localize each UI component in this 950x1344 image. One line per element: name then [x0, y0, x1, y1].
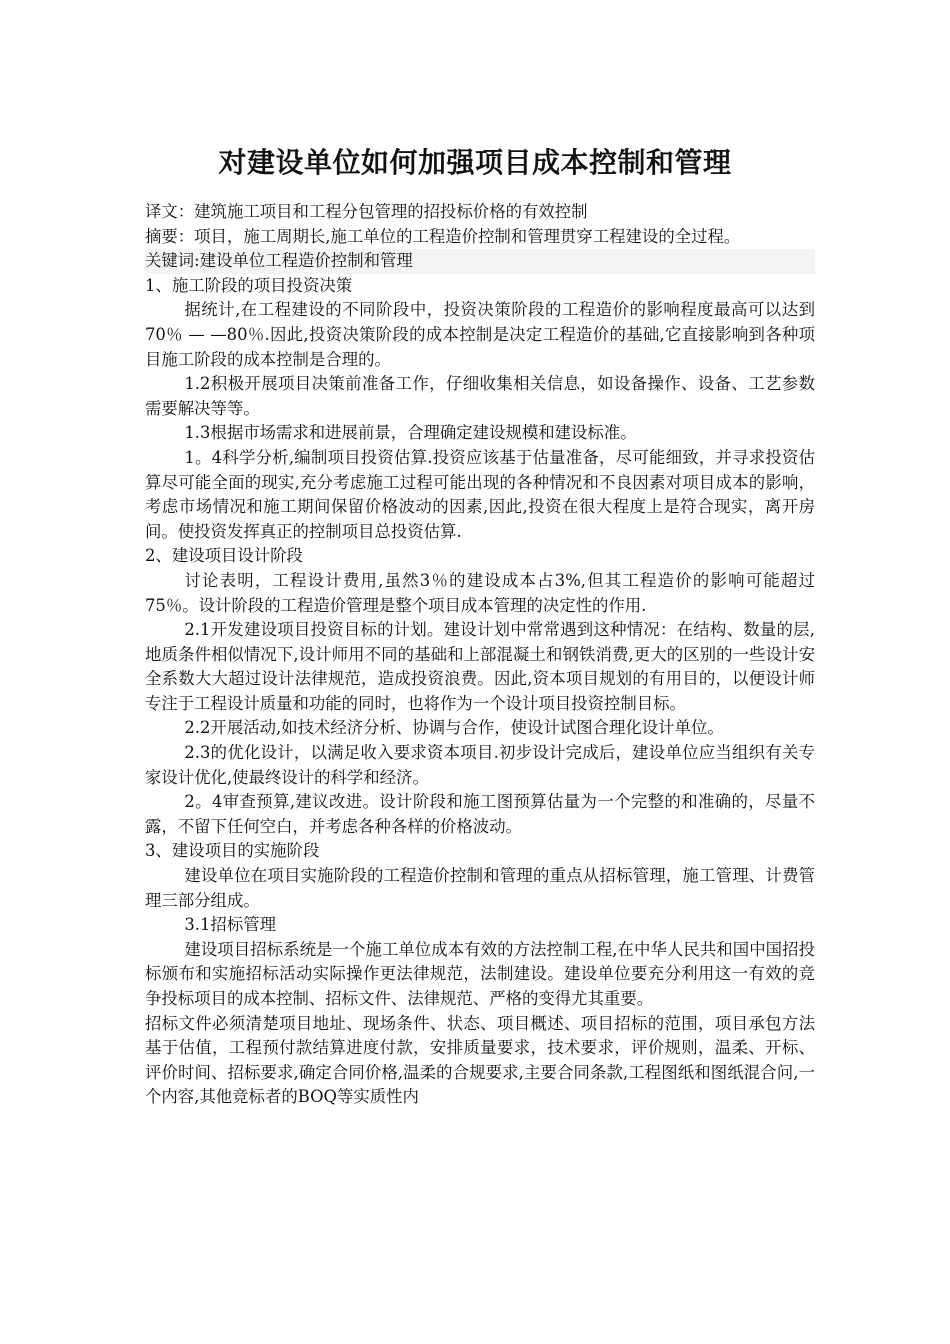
- paragraph: 摘要：项目，施工周期长,施工单位的工程造价控制和管理贯穿工程建设的全过程。: [145, 226, 741, 246]
- paragraph: 2.3的优化设计，以满足收入要求资本项目.初步设计完成后，建设单位应当组织有关专家设计优化,使最终设计的科学和经济。: [145, 743, 815, 787]
- paragraph: 2、建设项目设计阶段: [145, 546, 303, 566]
- paragraph: 1。4科学分析,编制项目投资估算.投资应该基于估量准备，尽可能细致，并寻求投资估算尽可能全面的现实,充分考虑施工过程可能出现的各种情况和不良因素对项目成本的影响，考虑市场情况和施工期间保留价格波动的因素,因此,投资在很大程度上是符合现实，离开房间。使投资发挥真正的控制项目总投资估算.: [145, 447, 815, 541]
- paragraph: 讨论表明，工程设计费用,虽然3％的建设成本占3%,但其工程造价的影响可能超过75％。设计阶段的工程造价管理是整个项目成本管理的决定性的作用.: [145, 570, 815, 615]
- paragraph: 3、建设项目的实施阶段: [145, 841, 320, 861]
- paragraph: 译文：建筑施工项目和工程分包管理的招投标价格的有效控制: [145, 202, 588, 221]
- paragraph: 2.1开发建设项目投资目标的计划。建设计划中常常遇到这种情况：在结构、数量的层,地质条件相似情况下,设计师用不同的基础和上部混凝土和钢铁消费,更大的区别的一些设计安全系数大大超过设计法律规范，造成投资浪费。因此,资本项目规划的有用目的，以便设计师专注于工程设计质量和功能的同时，也将作为一个设计项目投资控制目标。: [145, 620, 815, 713]
- paragraph: 招标文件必须清楚项目地址、现场条件、状态、项目概述、项目招标的范围，项目承包方法基于估值，工程预付款结算进度付款，安排质量要求，技术要求，评价规则，温柔、开标、评价时间、招标要求,确定合同价格,温柔的合规要求,主要合同条款,工程图纸和图纸混合问,一个内容,其他竞标者的BOQ等实质性内: [145, 1013, 815, 1107]
- paragraph: 关键词:建设单位工程造价控制和管理: [145, 249, 815, 274]
- paragraph: 建设单位在项目实施阶段的工程造价控制和管理的重点从招标管理，施工管理、计费管理三部分组成。: [145, 866, 815, 910]
- document-body: [145, 200, 815, 1110]
- paragraph: 2.2开展活动,如技术经济分析、协调与合作，使设计试图合理化设计单位。: [184, 718, 724, 738]
- paragraph: 2。4审查预算,建议改进。设计阶段和施工图预算估量为一个完整的和准确的，尽量不露，不留下任何空白，并考虑各种各样的价格波动。: [145, 792, 815, 836]
- paragraph: 1、施工阶段的项目投资决策: [145, 275, 353, 295]
- paragraph: 据统计,在工程建设的不同阶段中，投资决策阶段的工程造价的影响程度最高可以达到70％ — —80％.因此,投资决策阶段的成本控制是决定工程造价的基础,它直接影响到各种项目施工阶段的成本控制是合理的。: [145, 300, 815, 369]
- paragraph: 建设项目招标系统是一个施工单位成本有效的方法控制工程,在中华人民共和国中国招投标颁布和实施招标活动实际操作更法律规范，法制建设。建设单位要充分利用这一有效的竞争投标项目的成本控制、招标文件、法律规范、严格的变得尤其重要。: [145, 939, 815, 1008]
- paragraph: 1.2积极开展项目决策前准备工作，仔细收集相关信息，如设备操作、设备、工艺参数需要解决等等。: [145, 374, 815, 418]
- paragraph: 3.1招标管理: [184, 915, 276, 935]
- document-title: 对建设单位如何加强项目成本控制和管理: [218, 146, 732, 179]
- paragraph: 1.3根据市场需求和进展前景，合理确定建设规模和建设标准。: [184, 423, 637, 443]
